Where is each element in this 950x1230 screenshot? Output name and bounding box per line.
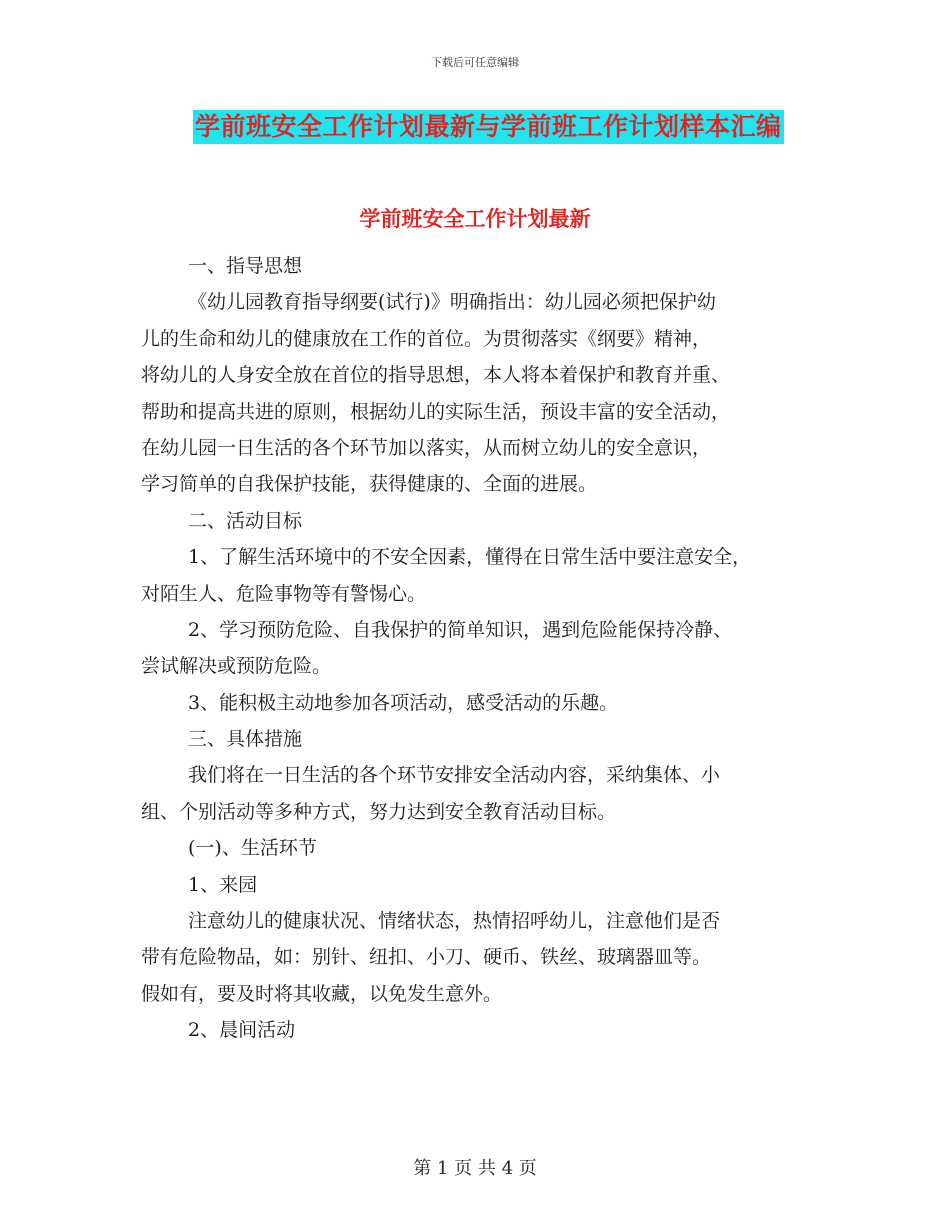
paragraph-line: 组、个别活动等多种方式，努力达到安全教育活动目标。	[141, 800, 617, 823]
page-header: 下载后可任意编辑	[431, 56, 519, 69]
document-title: 学前班安全工作计划最新与学前班工作计划样本汇编	[193, 110, 784, 144]
paragraph-line: 注意幼儿的健康状况、情绪状态，热情招呼幼儿，注意他们是否	[188, 910, 721, 933]
paragraph-line: 一、指导思想	[188, 255, 303, 277]
paragraph-line: 2、晨间活动	[188, 1019, 296, 1042]
paragraph-line: 帮助和提高共进的原则，根据幼儿的实际生活，预设丰富的安全活动，	[141, 400, 731, 423]
paragraph-line: 对陌生人、危险事物等有警惕心。	[141, 582, 427, 605]
paragraph-line: 1、来园	[188, 873, 258, 896]
document-title-block	[193, 110, 784, 144]
section-title: 学前班安全工作计划最新	[359, 207, 591, 231]
paragraph-line: 3、能积极主动地参加各项活动，感受活动的乐趣。	[188, 691, 619, 714]
paragraph-line: 将幼儿的人身安全放在首位的指导思想，本人将本着保护和教育并重、	[141, 364, 731, 387]
paragraph-line: 《幼儿园教育指导纲要(试行)》明确指出：幼儿园必须把保护幼	[188, 291, 716, 314]
paragraph-line: (一)、生活环节	[188, 837, 317, 860]
paragraph-line: 2、学习预防危险、自我保护的简单知识，遇到危险能保持冷静、	[188, 618, 733, 641]
paragraph-line: 我们将在一日生活的各个环节安排安全活动内容，采纳集体、小	[188, 764, 721, 787]
paragraph-line: 在幼儿园一日生活的各个环节加以落实，从而树立幼儿的安全意识，	[141, 436, 712, 459]
paragraph-line: 带有危险物品，如：别针、纽扣、小刀、硬币、铁丝、玻璃器皿等。	[141, 946, 712, 969]
paragraph-line: 尝试解决或预防危险。	[141, 655, 332, 678]
paragraph-line: 儿的生命和幼儿的健康放在工作的首位。为贯彻落实《纲要》精神，	[141, 327, 712, 350]
paragraph-line: 学习简单的自我保护技能，获得健康的、全面的进展。	[141, 473, 598, 496]
paragraph-line: 1、了解生活环境中的不安全因素，懂得在日常生活中要注意安全，	[188, 546, 752, 569]
page-footer: 第 1 页 共 4 页	[413, 1158, 537, 1179]
paragraph-line: 假如有，要及时将其收藏，以免发生意外。	[141, 982, 503, 1005]
paragraph-line: 三、具体措施	[188, 728, 303, 751]
document-body	[141, 248, 831, 1049]
paragraph-line: 二、活动目标	[188, 509, 303, 532]
